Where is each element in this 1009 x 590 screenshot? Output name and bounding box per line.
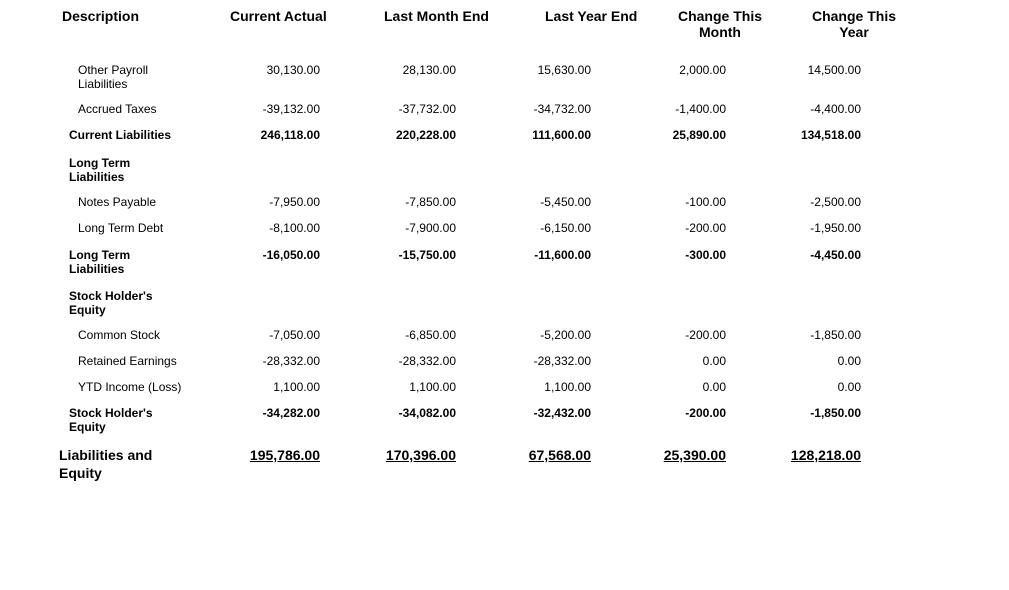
cell-change-this-month: -200.00 xyxy=(685,328,726,342)
cell-last-year-end: 111,600.00 xyxy=(532,128,591,142)
cell-last-month-end: 220,228.00 xyxy=(395,128,456,142)
row-label: Long Term Liabilities xyxy=(69,248,131,276)
cell-change-this-month: 25,890.00 xyxy=(672,128,726,142)
cell-current-actual: -28,332.00 xyxy=(262,354,320,368)
cell-change-this-year: 0.00 xyxy=(837,354,861,368)
cell-change-this-year: -4,450.00 xyxy=(810,248,861,262)
row-label: Common Stock xyxy=(78,328,161,342)
row-label: Accrued Taxes xyxy=(78,102,157,116)
row-label: Other Payroll Liabilities xyxy=(78,63,149,91)
row-label: Notes Payable xyxy=(78,195,157,209)
cell-change-this-month: 25,390.00 xyxy=(663,447,726,463)
cell-current-actual: 30,130.00 xyxy=(266,63,320,77)
cell-last-month-end: -34,082.00 xyxy=(398,406,456,420)
cell-last-year-end: -32,432.00 xyxy=(533,406,591,420)
col-header-last-year-end: Last Year End xyxy=(545,8,638,24)
cell-last-year-end: 1,100.00 xyxy=(544,380,591,394)
row-label: Current Liabilities xyxy=(69,128,172,142)
cell-change-this-year: -4,400.00 xyxy=(810,102,861,116)
cell-current-actual: 195,786.00 xyxy=(249,447,320,463)
cell-last-year-end: -11,600.00 xyxy=(534,248,591,262)
col-header-change-this-year: Change This Year xyxy=(811,8,896,40)
cell-last-month-end: -37,732.00 xyxy=(398,102,456,116)
cell-last-year-end: 67,568.00 xyxy=(528,447,591,463)
cell-change-this-year: -1,850.00 xyxy=(810,328,861,342)
cell-change-this-year: 128,218.00 xyxy=(790,447,861,463)
col-header-last-month-end: Last Month End xyxy=(384,8,489,24)
cell-change-this-year: -1,850.00 xyxy=(810,406,861,420)
cell-last-year-end: -28,332.00 xyxy=(533,354,591,368)
cell-change-this-month: 2,000.00 xyxy=(679,63,726,77)
col-header-change-this-month: Change This Month xyxy=(677,8,762,40)
row-label: Stock Holder's Equity xyxy=(69,406,153,434)
cell-change-this-year: -2,500.00 xyxy=(810,195,861,209)
cell-change-this-month: 0.00 xyxy=(702,380,726,394)
cell-last-year-end: 15,630.00 xyxy=(537,63,591,77)
cell-change-this-year: 134,518.00 xyxy=(800,128,861,142)
cell-change-this-year: -1,950.00 xyxy=(810,221,861,235)
row-label: Long Term Debt xyxy=(78,221,164,235)
cell-change-this-month: -200.00 xyxy=(685,406,726,420)
cell-last-month-end: -15,750.00 xyxy=(398,248,456,262)
cell-last-month-end: -7,900.00 xyxy=(405,221,456,235)
cell-current-actual: 1,100.00 xyxy=(273,380,320,394)
cell-change-this-month: 0.00 xyxy=(702,354,726,368)
cell-last-year-end: -5,450.00 xyxy=(540,195,591,209)
cell-last-year-end: -34,732.00 xyxy=(533,102,591,116)
cell-last-month-end: 28,130.00 xyxy=(402,63,456,77)
row-label: YTD Income (Loss) xyxy=(78,380,182,394)
cell-current-actual: 246,118.00 xyxy=(260,128,320,142)
cell-last-month-end: 170,396.00 xyxy=(385,447,456,463)
col-header-current-actual: Current Actual xyxy=(230,8,327,24)
cell-current-actual: -34,282.00 xyxy=(262,406,320,420)
cell-last-year-end: -6,150.00 xyxy=(540,221,591,235)
cell-last-month-end: -28,332.00 xyxy=(398,354,456,368)
cell-last-month-end: -6,850.00 xyxy=(405,328,456,342)
cell-current-actual: -8,100.00 xyxy=(269,221,320,235)
cell-change-this-month: -300.00 xyxy=(685,248,726,262)
section-label: Stock Holder's Equity xyxy=(69,289,153,317)
row-label: Retained Earnings xyxy=(78,354,177,368)
cell-current-actual: -39,132.00 xyxy=(262,102,320,116)
col-header-description: Description xyxy=(62,8,140,24)
cell-change-this-year: 14,500.00 xyxy=(807,63,861,77)
cell-last-month-end: -7,850.00 xyxy=(405,195,456,209)
cell-change-this-year: 0.00 xyxy=(837,380,861,394)
cell-change-this-month: -200.00 xyxy=(685,221,726,235)
cell-current-actual: -7,050.00 xyxy=(269,328,320,342)
cell-last-year-end: -5,200.00 xyxy=(540,328,591,342)
cell-change-this-month: -1,400.00 xyxy=(675,102,726,116)
row-label: Liabilities and Equity xyxy=(59,447,153,481)
cell-change-this-month: -100.00 xyxy=(685,195,726,209)
cell-current-actual: -16,050.00 xyxy=(262,248,320,262)
cell-current-actual: -7,950.00 xyxy=(269,195,320,209)
cell-last-month-end: 1,100.00 xyxy=(409,380,456,394)
section-label: Long Term Liabilities xyxy=(69,156,131,184)
